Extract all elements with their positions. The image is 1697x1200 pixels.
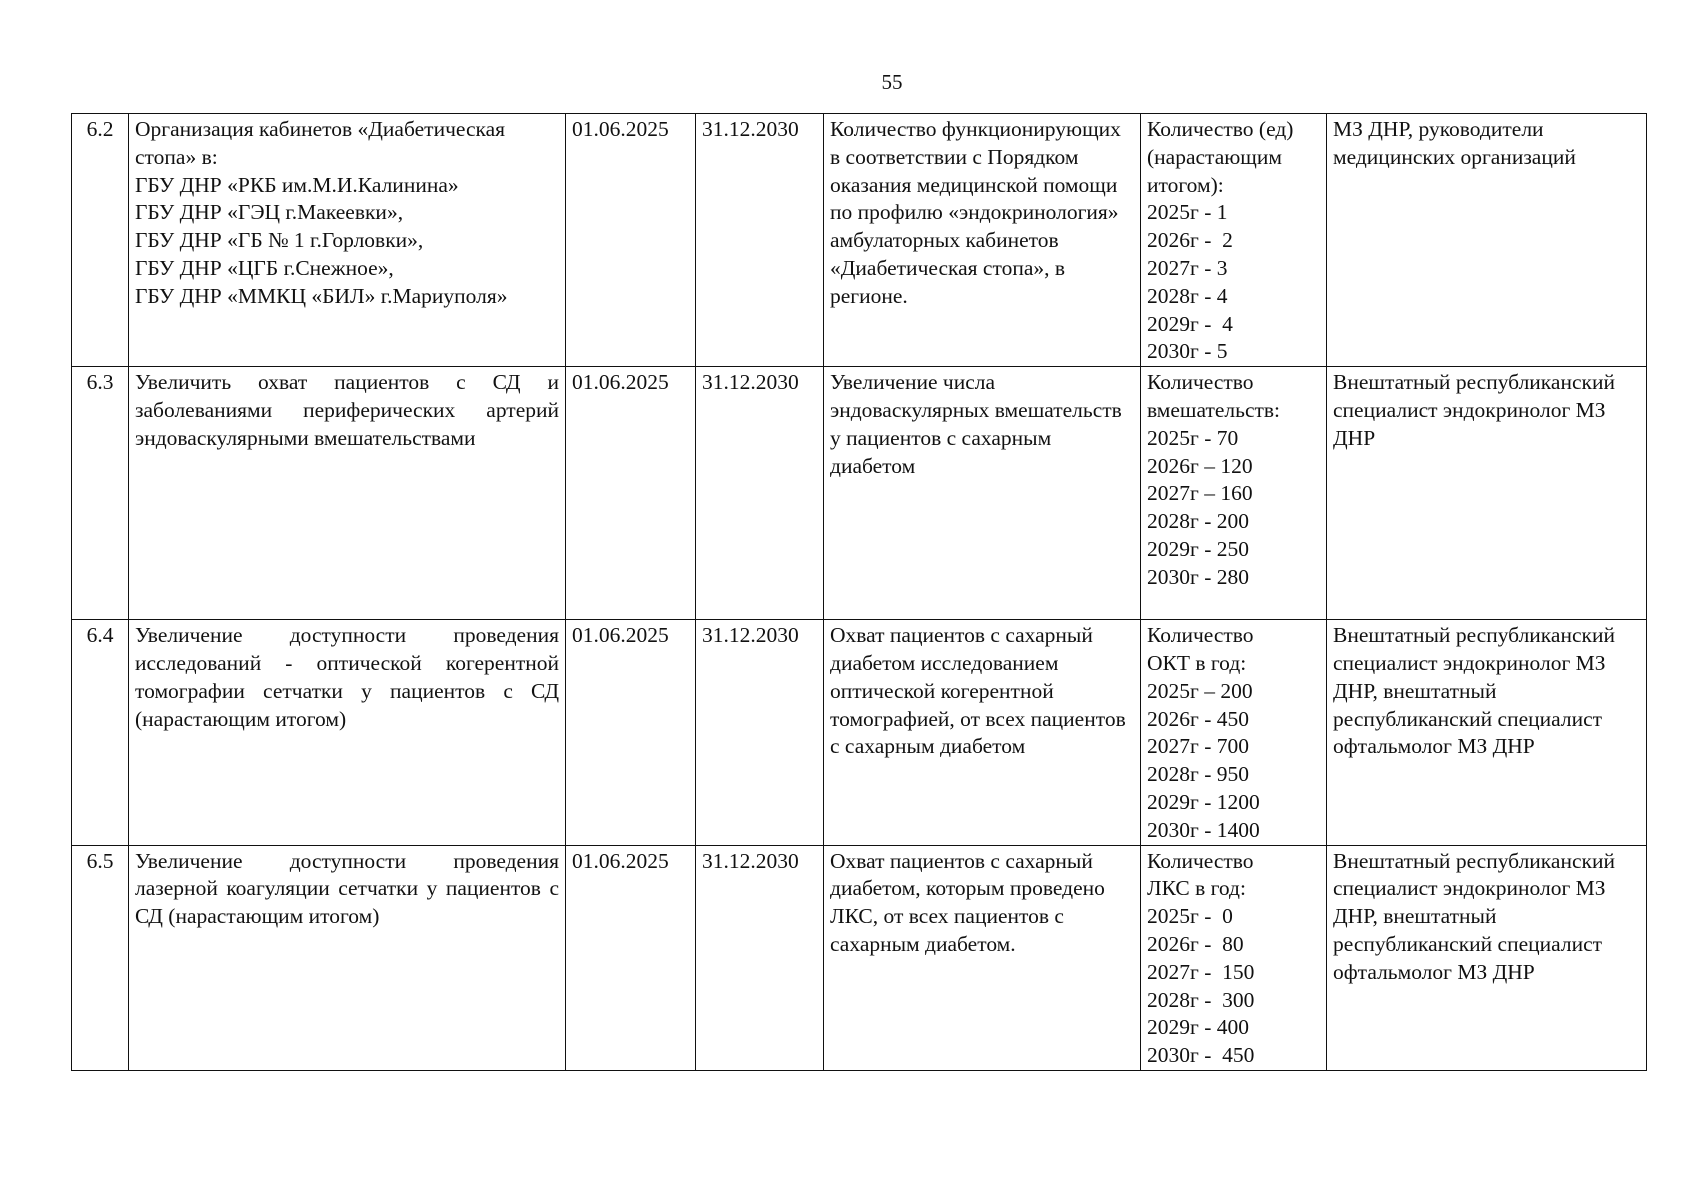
responsible-cell: Внештатный республиканский специалист эндокринолог МЗ ДНР, внештатный республиканский специалист офтальмолог МЗ ДНР bbox=[1327, 620, 1647, 845]
indicator-line: Количество bbox=[1147, 370, 1254, 395]
indicator-line: 2026г - 80 bbox=[1147, 931, 1244, 956]
measure-cell bbox=[129, 845, 566, 1070]
table-row bbox=[72, 114, 1647, 367]
indicator-line: вмешательств: bbox=[1147, 397, 1281, 422]
indicator-line: 2028г - 300 bbox=[1147, 987, 1255, 1012]
indicator-line: 2028г - 200 bbox=[1147, 509, 1249, 534]
indicator-line: (нарастающим bbox=[1147, 144, 1282, 169]
result-cell: Увеличение числа эндоваскулярных вмешательств у пациентов с сахарным диабетом bbox=[824, 367, 1141, 620]
responsible-cell: Внештатный республиканский специалист эндокринолог МЗ ДНР bbox=[1327, 367, 1647, 620]
measure-line: ГБУ ДНР «ММКЦ «БИЛ» г.Мариуполя» bbox=[135, 283, 508, 308]
indicator-line: 2025г - 1 bbox=[1147, 200, 1228, 225]
indicator-line: 2025г - 0 bbox=[1147, 904, 1233, 929]
end-date: 31.12.2030 bbox=[696, 845, 824, 1070]
measure-line: ГБУ ДНР «ЦГБ г.Снежное», bbox=[135, 255, 394, 280]
result-cell: Охват пациентов с сахарный диабетом, которым проведено ЛКС, от всех пациентов с сахарным диабетом. bbox=[824, 845, 1141, 1070]
indicator-line: 2026г - 450 bbox=[1147, 706, 1249, 731]
indicator-line: 2030г - 1400 bbox=[1147, 817, 1260, 842]
indicator-cell bbox=[1141, 845, 1327, 1070]
indicator-line: 2026г - 2 bbox=[1147, 228, 1233, 253]
indicator-line: ОКТ в год: bbox=[1147, 650, 1247, 675]
table-row bbox=[72, 367, 1647, 620]
table-row bbox=[72, 845, 1647, 1070]
indicator-line: 2025г - 70 bbox=[1147, 425, 1239, 450]
row-number: 6.3 bbox=[72, 367, 129, 620]
indicator-line: 2030г - 280 bbox=[1147, 564, 1249, 589]
indicator-line: Количество bbox=[1147, 848, 1254, 873]
indicator-line: итогом): bbox=[1147, 172, 1224, 197]
indicator-line: 2029г - 1200 bbox=[1147, 789, 1260, 814]
table-row bbox=[72, 620, 1647, 845]
measure-text: Увеличение доступности проведения лазерной коагуляции сетчатки у пациентов с СД (нарастающим итогом) bbox=[135, 848, 559, 929]
responsible-cell: МЗ ДНР, руководители медицинских организаций bbox=[1327, 114, 1647, 367]
indicator-cell bbox=[1141, 620, 1327, 845]
result-cell: Количество функционирующих в соответствии с Порядком оказания медицинской помощи по профилю «эндокринология» амбулаторных кабинетов «Диабетическая стопа», в регионе. bbox=[824, 114, 1141, 367]
responsible-cell: Внештатный республиканский специалист эндокринолог МЗ ДНР, внештатный республиканский специалист офтальмолог МЗ ДНР bbox=[1327, 845, 1647, 1070]
start-date: 01.06.2025 bbox=[566, 114, 696, 367]
indicator-line: 2030г - 450 bbox=[1147, 1043, 1255, 1068]
result-cell: Охват пациентов с сахарный диабетом исследованием оптической когерентной томографией, от всех пациентов с сахарным диабетом bbox=[824, 620, 1141, 845]
row-number: 6.4 bbox=[72, 620, 129, 845]
measure-line: ГБУ ДНР «РКБ им.М.И.Калинина» bbox=[135, 172, 459, 197]
end-date: 31.12.2030 bbox=[696, 620, 824, 845]
page-number: 55 bbox=[881, 70, 903, 94]
row-number: 6.2 bbox=[72, 114, 129, 367]
indicator-line: 2027г - 3 bbox=[1147, 255, 1228, 280]
indicator-line: 2026г – 120 bbox=[1147, 453, 1253, 478]
indicator-line: 2030г - 5 bbox=[1147, 339, 1228, 364]
indicator-line: 2025г – 200 bbox=[1147, 678, 1253, 703]
indicator-line: ЛКС в год: bbox=[1147, 876, 1246, 901]
row-number: 6.5 bbox=[72, 845, 129, 1070]
indicator-line: 2028г - 4 bbox=[1147, 283, 1228, 308]
measure-text: Увеличить охват пациентов с СД и заболеваниями периферических артерий эндоваскулярными вмешательствами bbox=[135, 370, 559, 450]
start-date: 01.06.2025 bbox=[566, 845, 696, 1070]
measure-cell bbox=[129, 620, 566, 845]
indicator-line: 2028г - 950 bbox=[1147, 762, 1249, 787]
end-date: 31.12.2030 bbox=[696, 367, 824, 620]
indicator-line: 2027г - 700 bbox=[1147, 734, 1249, 759]
measure-line: ГБУ ДНР «ГЭЦ г.Макеевки», bbox=[135, 200, 404, 225]
start-date: 01.06.2025 bbox=[566, 367, 696, 620]
indicator-line: Количество bbox=[1147, 623, 1254, 648]
measure-cell bbox=[129, 367, 566, 620]
indicator-line: 2029г - 400 bbox=[1147, 1015, 1249, 1040]
indicator-cell bbox=[1141, 114, 1327, 367]
measure-line: Организация кабинетов «Диабетическая стопа» в: bbox=[135, 117, 506, 169]
end-date: 31.12.2030 bbox=[696, 114, 824, 367]
start-date: 01.06.2025 bbox=[566, 620, 696, 845]
measure-line: ГБУ ДНР «ГБ № 1 г.Горловки», bbox=[135, 228, 424, 253]
measure-cell bbox=[129, 114, 566, 367]
indicator-line: 2029г - 4 bbox=[1147, 311, 1233, 336]
indicator-line: 2027г - 150 bbox=[1147, 959, 1255, 984]
indicator-line: 2027г – 160 bbox=[1147, 481, 1253, 506]
measure-text: Увеличение доступности проведения исследований - оптической когерентной томографии сетчатки у пациентов с СД (нарастающим итогом) bbox=[135, 623, 559, 731]
indicator-line: 2029г - 250 bbox=[1147, 536, 1249, 561]
indicator-cell bbox=[1141, 367, 1327, 620]
measures-table bbox=[71, 113, 1647, 1071]
indicator-line: Количество (ед) bbox=[1147, 117, 1294, 141]
